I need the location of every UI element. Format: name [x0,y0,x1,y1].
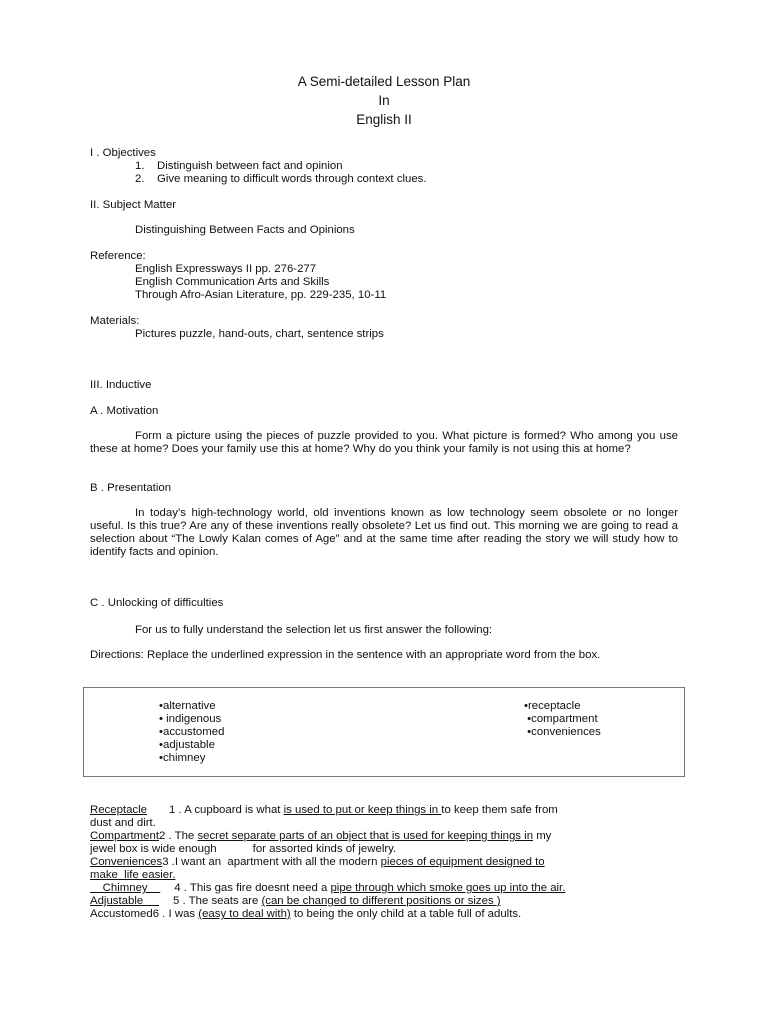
word-list-left [159,700,224,765]
word-item: •alternative [159,700,216,712]
materials-heading: Materials: [90,315,140,327]
reference-heading: Reference: [90,250,146,262]
subject-matter-heading: II. Subject Matter [90,199,177,211]
subject-matter-topic: Distinguishing Between Facts and Opinions [135,224,355,236]
vocab-sentence-1: Receptacle 1 . A cupboard is what is used to put or keep things in to keep them safe from [90,804,558,816]
title-line-3: English II [356,112,412,127]
objectives-section [90,147,680,186]
vocab-sentence-4: Chimney 4 . This gas fire doesnt need a pipe through which smoke goes up into the air. [90,882,566,894]
presentation-heading: B . Presentation [90,482,172,494]
materials-text: Pictures puzzle, hand-outs, chart, sentence strips [135,328,384,340]
unlocking-intro: For us to fully understand the selection let us first answer the following: [135,624,493,636]
vocab-sentence-2-cont: jewel box is wide enough for assorted kinds of jewelry. [90,843,397,855]
vocab-sentence-3-cont: make life easier. [90,869,176,881]
word-item: • indigenous [159,713,222,725]
word-item: •chimney [159,752,206,764]
word-list-right [524,700,601,739]
objectives-heading: I . Objectives [90,147,156,159]
word-item: •adjustable [159,739,215,751]
unlocking-directions: Directions: Replace the underlined expression in the sentence with an appropriate word from the box. [90,649,601,661]
reference-item: English Expressways II pp. 276-277 [135,263,317,275]
document-title [0,72,768,129]
inductive-heading: III. Inductive [90,379,152,391]
reference-item: English Communication Arts and Skills [135,276,330,288]
objective-item: 2. Give meaning to difficult words through context clues. [135,173,427,185]
word-item: •compartment [524,713,598,725]
title-line-1: A Semi-detailed Lesson Plan [297,74,471,89]
reference-section [90,250,680,302]
vocab-sentence-3: Conveniences3 .I want an apartment with all the modern pieces of equipment designed to [90,856,545,868]
motivation-heading: A . Motivation [90,405,159,417]
word-item: •receptacle [524,700,581,712]
unlocking-heading: C . Unlocking of difficulties [90,597,224,609]
word-item: •conveniences [524,726,601,738]
vocab-sentence-6: Accustomed6 . I was (easy to deal with) to being the only child at a table full of adults. [90,908,522,920]
word-item: •accustomed [159,726,225,738]
word-box [83,687,685,777]
materials-section [90,315,680,341]
objective-item: 1. Distinguish between fact and opinion [135,160,343,172]
reference-item: Through Afro-Asian Literature, pp. 229-235, 10-11 [135,289,387,301]
vocab-sentence-2: Compartment2 . The secret separate parts of an object that is used for keeping things in my [90,830,552,842]
presentation-text: In today’s high-technology world, old inventions known as low technology seem obsolete or no longer useful. Is this true? Are any of these inventions really obsolete? Let us find out. This morning we are going to read a selection about “The Lowly Kalan comes of Age” and at the same time after reading the story we will study how to identify facts and opinion. [90,507,678,558]
vocab-sentence-1-cont: dust and dirt. [90,817,156,829]
motivation-text: Form a picture using the pieces of puzzle provided to you. What picture is formed? Who among you use these at home? Does your family use this at home? Why do you think your family is not using this at home? [90,430,678,455]
title-line-2: In [378,93,390,108]
vocab-sentence-5: Adjustable 5 . The seats are (can be changed to different positions or sizes ) [90,895,501,907]
vocab-exercise [90,804,678,921]
